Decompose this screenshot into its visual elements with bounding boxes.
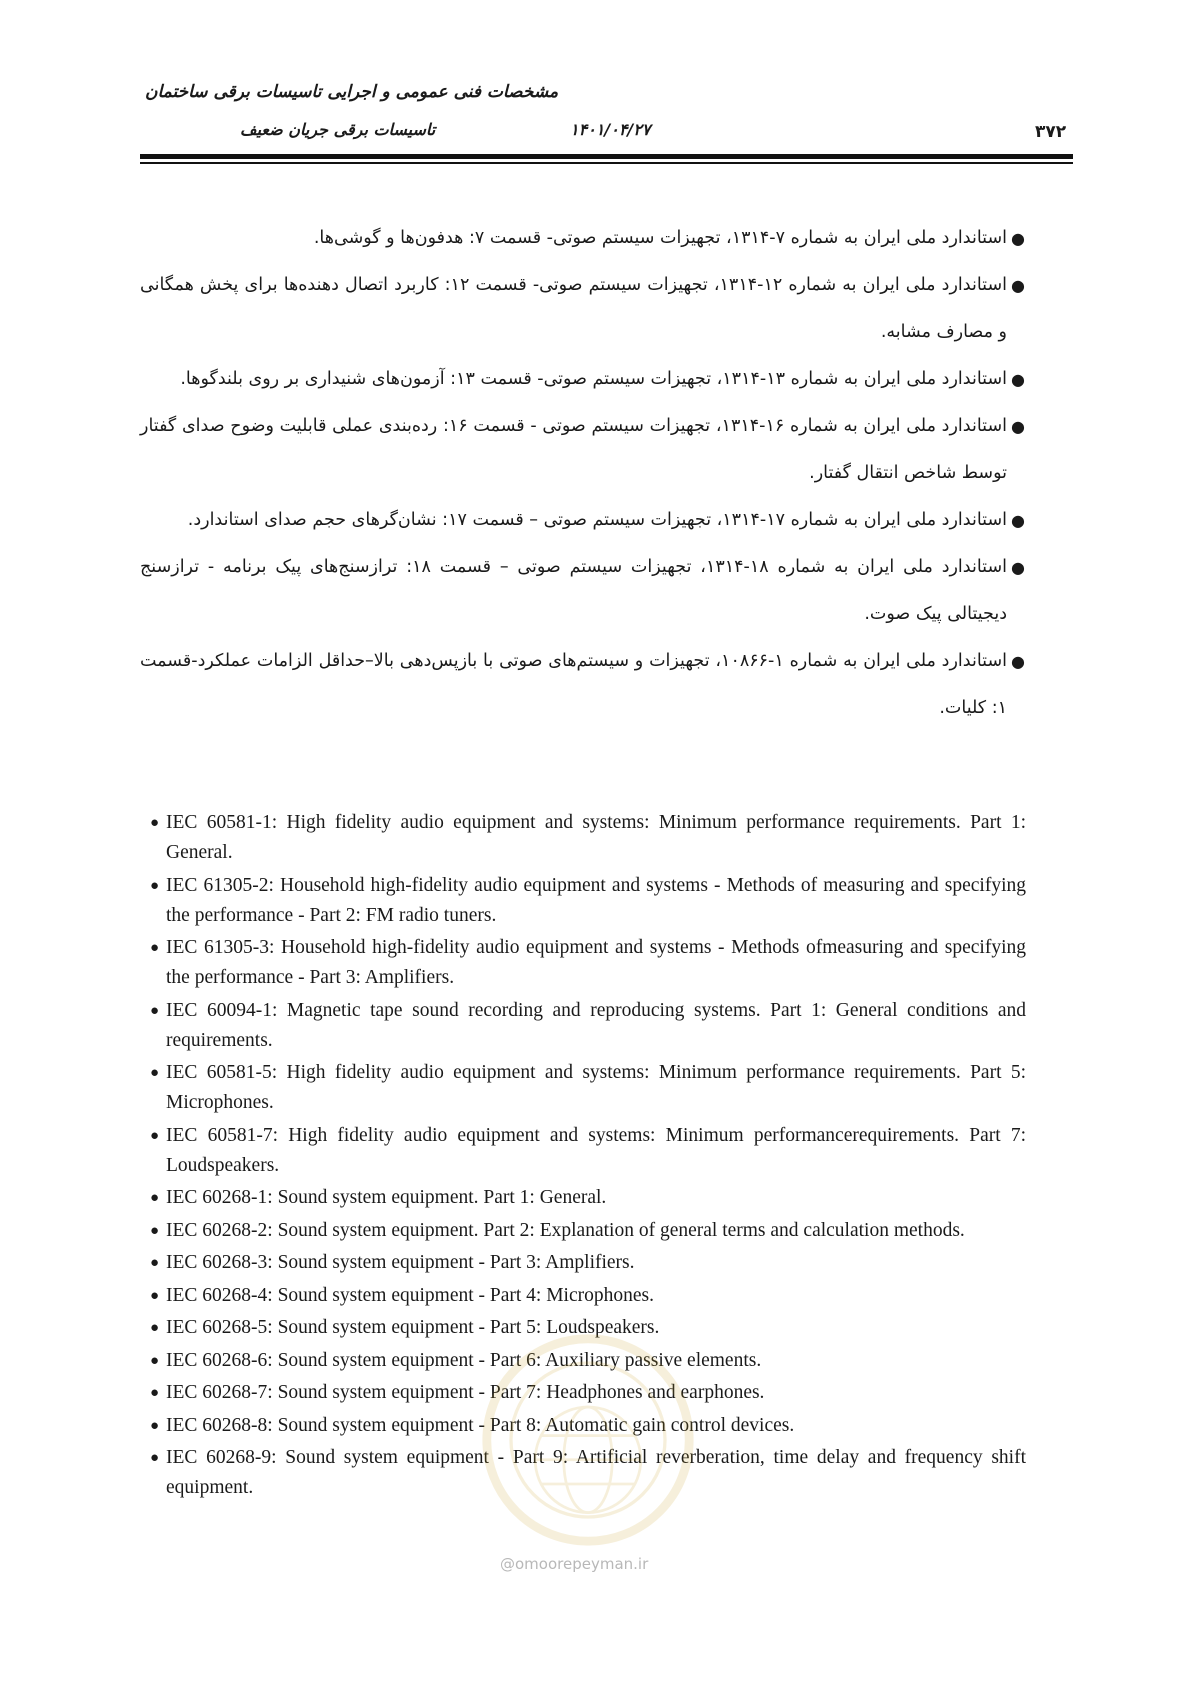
list-item (140, 356, 1025, 403)
page-number: ۳۷۲ (1035, 122, 1067, 142)
list-item (140, 638, 1025, 732)
list-item-text: IEC 60268-4: Sound system equipment - Part 4: Microphones. (166, 1284, 654, 1306)
list-item-text: IEC 60268-2: Sound system equipment. Part 2: Explanation of general terms and calculation methods. (166, 1219, 965, 1241)
bullet-icon: ● (150, 1127, 160, 1144)
list-item-text: IEC 60268-1: Sound system equipment. Part 1: General. (166, 1187, 607, 1208)
list-item (140, 403, 1025, 497)
list-item (150, 1313, 1026, 1343)
list-item (150, 933, 1026, 993)
bullet-icon: ● (150, 1222, 160, 1239)
list-item-text: IEC 60268-3: Sound system equipment - Part 3: Amplifiers. (166, 1252, 635, 1273)
list-item-text: IEC 61305-3: Household high-fidelity audio equipment and systems - Methods ofmeasuring and specifying the performance - Part 3: Amplifiers. (166, 937, 1026, 988)
bullet-icon: ● (150, 1352, 160, 1369)
document-title: مشخصات فنی عمومی و اجرایی تاسیسات برقی ساختمان (145, 82, 559, 102)
list-item-text: IEC 60268-8: Sound system equipment - Part 8: Automatic gain control devices. (166, 1414, 795, 1436)
list-item-text: استاندارد ملی ایران به شماره ۷-۱۳۱۴، تجهیزات سیستم صوتی- قسمت ۷: هدفون‌ها و گوشی‌ها. (313, 228, 1007, 248)
list-item-text: استاندارد ملی ایران به شماره ۱۸-۱۳۱۴، تجهیزات سیستم صوتی – قسمت ۱۸: ترازسنج‌های پیک برنامه - ترازسنج دیجیتالی پیک صوت. (140, 557, 1007, 624)
bullet-icon: ● (150, 940, 160, 956)
watermark-text: @omoorepeyman.ir (500, 1555, 649, 1573)
bullet-icon: ● (150, 877, 160, 894)
list-item (150, 1378, 1026, 1408)
bullet-icon: ● (150, 1002, 160, 1019)
bullet-icon: ● (150, 1450, 160, 1466)
list-item (150, 1216, 1026, 1246)
bullet-icon: ● (1011, 417, 1025, 436)
list-item (140, 497, 1025, 544)
bullet-icon: ● (150, 1065, 160, 1081)
bullet-icon: ● (1011, 276, 1025, 295)
list-item-text: IEC 60268-9: Sound system equipment - Part 9: Artificial reverberation, time delay and frequency shift equipment. (166, 1447, 1026, 1498)
list-item-text: IEC 60581-5: High fidelity audio equipment and systems: Minimum performance requirements. Part 5: Microphones. (166, 1062, 1026, 1113)
list-item-text: IEC 61305-2: Household high-fidelity audio equipment and systems - Methods of measuring and specifying the performance - Part 2: FM radio tuners. (166, 874, 1026, 926)
bullet-icon: ● (1011, 558, 1025, 577)
list-item (150, 871, 1026, 931)
iec-standards-list (150, 808, 1026, 1506)
list-item-text: IEC 60581-1: High fidelity audio equipment and systems: Minimum performance requirements. Part 1: General. (166, 812, 1026, 863)
bullet-icon: ● (150, 1320, 160, 1336)
list-item-text: استاندارد ملی ایران به شماره ۱۲-۱۳۱۴، تجهیزات سیستم صوتی- قسمت ۱۲: کاربرد اتصال دهنده‌ها برای پخش همگانی و مصارف مشابه. (140, 275, 1007, 342)
header-rule-thick (140, 154, 1073, 159)
bullet-icon: ● (1011, 652, 1025, 671)
list-item (150, 1248, 1026, 1278)
bullet-icon: ● (150, 1417, 160, 1434)
list-item-text: IEC 60268-6: Sound system equipment - Part 6: Auxiliary passive elements. (166, 1349, 762, 1371)
list-item (150, 1346, 1026, 1376)
bullet-icon: ● (150, 1385, 160, 1401)
list-item (150, 1411, 1026, 1441)
bullet-icon: ● (1011, 511, 1025, 530)
list-item-text: استاندارد ملی ایران به شماره ۱-۱۰۸۶۶، تجهیزات و سیستم‌های صوتی با بازپس‌دهی بالا–حداقل الزامات عملکرد-قسمت ۱: کلیات. (140, 651, 1007, 718)
list-item (140, 215, 1025, 262)
list-item-text: استاندارد ملی ایران به شماره ۱۳-۱۳۱۴، تجهیزات سیستم صوتی- قسمت ۱۳: آزمون‌های شنیداری بر روی بلندگوها. (180, 369, 1007, 389)
list-item (150, 1443, 1026, 1503)
header-rule-thin (140, 162, 1073, 164)
list-item (140, 262, 1025, 356)
bullet-icon: ● (1011, 370, 1025, 389)
bullet-icon: ● (150, 1255, 160, 1271)
persian-standards-list (140, 215, 1025, 732)
list-item (140, 544, 1025, 638)
list-item (150, 1183, 1026, 1213)
list-item (150, 808, 1026, 868)
section-subtitle: تاسیسات برقی جریان ضعیف (240, 120, 436, 139)
list-item-text: استاندارد ملی ایران به شماره ۱۶-۱۳۱۴، تجهیزات سیستم صوتی - قسمت ۱۶: رده‌بندی عملی قابلیت وضوح صدای گفتار توسط شاخص انتقال گفتار. (140, 416, 1007, 483)
document-date: ۱۴۰۱/۰۴/۲۷ (570, 120, 651, 139)
bullet-icon: ● (150, 1287, 160, 1304)
bullet-icon: ● (150, 1190, 160, 1206)
list-item-text: IEC 60581-7: High fidelity audio equipment and systems: Minimum performancerequirements. Part 7: Loudspeakers. (166, 1124, 1026, 1176)
list-item (150, 1058, 1026, 1118)
list-item-text: IEC 60094-1: Magnetic tape sound recording and reproducing systems. Part 1: General conditions and requirements. (166, 999, 1026, 1051)
bullet-icon: ● (1011, 229, 1025, 248)
list-item-text: IEC 60268-5: Sound system equipment - Part 5: Loudspeakers. (166, 1317, 660, 1338)
list-item (150, 996, 1026, 1056)
list-item-text: IEC 60268-7: Sound system equipment - Part 7: Headphones and earphones. (166, 1382, 765, 1403)
list-item (150, 1281, 1026, 1311)
bullet-icon: ● (150, 815, 160, 831)
list-item-text: استاندارد ملی ایران به شماره ۱۷-۱۳۱۴، تجهیزات سیستم صوتی – قسمت ۱۷: نشان‌گرهای حجم صدای استاندارد. (187, 510, 1007, 530)
list-item (150, 1121, 1026, 1181)
